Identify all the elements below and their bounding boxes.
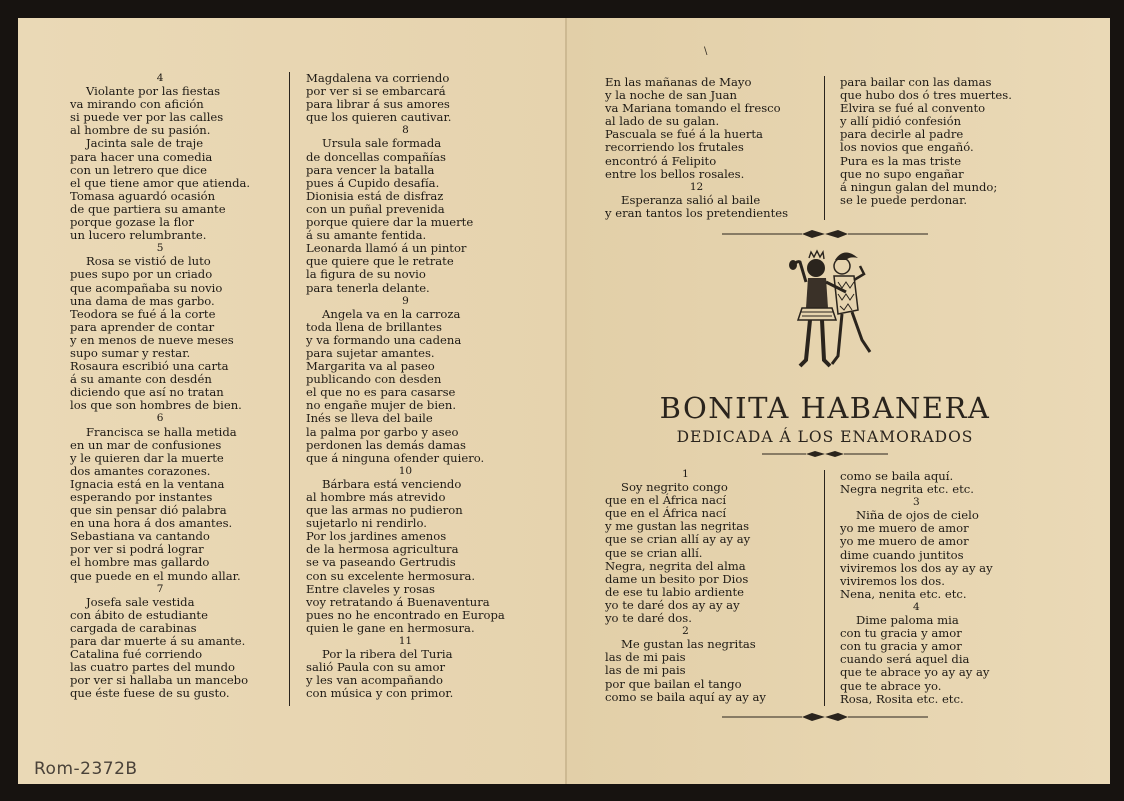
verse-line: yo me muero de amor: [840, 521, 969, 536]
verse-line: á su amante con desdén: [70, 372, 212, 387]
stanza-number: 4: [912, 600, 920, 613]
verse-line: que puede en el mundo allar.: [70, 568, 241, 583]
verse-line: sujetarlo ni rendirlo.: [306, 516, 427, 531]
verse-line: Dime paloma mia: [856, 613, 959, 628]
verse-line: para hacer una comedia: [70, 149, 213, 164]
verse-line: el que tiene amor que atienda.: [70, 175, 251, 190]
verse-line: las cuatro partes del mundo: [70, 660, 236, 675]
verse-line: se va paseando Gertrudis: [306, 555, 456, 570]
verse-line: Jacinta sale de traje: [86, 136, 204, 151]
verse-line: al hombre más atrevido: [306, 490, 446, 504]
verse-line: Nena, nenita etc. etc.: [840, 586, 967, 601]
verse-line: Elvira se fué al convento: [840, 101, 986, 116]
verse-line: el que no es para casarse: [306, 385, 456, 400]
verse-line: con un letrero que dice: [70, 162, 208, 177]
verse-line: dame un besito por Dios: [605, 571, 749, 586]
song-column-left: [605, 468, 766, 704]
verse-line: Dionisia está de disfraz: [306, 188, 444, 203]
verse-line: que hubo dos ó tres muertes.: [840, 88, 1012, 103]
verse-line: las de mi pais: [605, 650, 686, 665]
page-subtitle: DEDICADA Á LOS ENAMORADOS: [676, 428, 974, 446]
verse-column-4: [840, 76, 1012, 207]
verse-line: dime cuando juntitos: [840, 547, 964, 562]
stanza-number: 8: [402, 124, 409, 137]
stanza-number: 10: [398, 464, 413, 477]
page-fold: [565, 18, 567, 784]
verse-line: Ursula sale formada: [322, 136, 442, 151]
verse-line: que los quieren cautivar.: [306, 110, 452, 125]
verse-line: Pura es la mas triste: [840, 153, 962, 168]
verse-line: á ningun galan del mundo;: [840, 179, 998, 194]
verse-line: con su excelente hermosura.: [306, 568, 476, 583]
verse-line: recorriendo los frutales: [605, 140, 744, 155]
verse-line: Teodora se fué á la corte: [70, 306, 216, 321]
verse-line: cargada de carabinas: [70, 620, 197, 635]
verse-line: Francisca se halla metida: [86, 424, 237, 439]
verse-line: Sebastiana va cantando: [70, 529, 210, 544]
verse-line: Soy negrito congo: [621, 480, 728, 495]
dancing-couple-illustration: [780, 248, 880, 384]
verse-line: Angela va en la carroza: [322, 306, 461, 321]
stanza-number: 1: [682, 468, 689, 480]
verse-line: de doncellas compañías: [306, 149, 446, 164]
verse-line: para sujetar amantes.: [306, 345, 435, 360]
stanza-number: 9: [402, 294, 409, 307]
verse-line: y la noche de san Juan: [605, 88, 737, 103]
verse-line: Por los jardines amenos: [306, 529, 447, 544]
verse-line: en un mar de confusiones: [70, 437, 222, 452]
verse-line: toda llena de brillantes: [306, 319, 442, 334]
verse-line: que se crian allí ay ay ay: [605, 532, 751, 547]
verse-line: supo sumar y restar.: [70, 345, 191, 360]
verse-line: Margarita va al paseo: [306, 359, 435, 374]
verse-line: de la hermosa agricultura: [306, 542, 459, 557]
verse-line: publicando con desden: [306, 372, 442, 387]
verse-line: va Mariana tomando el fresco: [605, 101, 781, 116]
verse-line: Rosaura escribió una carta: [70, 359, 229, 374]
verse-line: para dar muerte á su amante.: [70, 634, 246, 649]
verse-line: cuando será aquel dia: [840, 652, 970, 667]
verse-line: encontró á Felipito: [605, 153, 717, 168]
stanza-number: 4: [156, 72, 164, 84]
verse-line: porque quiere dar la muerte: [306, 215, 474, 230]
verse-line: va mirando con afición: [70, 97, 204, 112]
verse-line: Esperanza salió al baile: [621, 192, 761, 207]
verse-column-2: [306, 72, 505, 701]
verse-line: que no supo engañar: [840, 166, 964, 181]
stanza-number: 3: [912, 496, 920, 509]
verse-line: en una hora á dos amantes.: [70, 516, 233, 531]
verse-line: de que partiera su amante: [70, 201, 226, 216]
verse-line: para aprender de contar: [70, 319, 215, 334]
verse-line: Inés se lleva del baile: [306, 411, 433, 426]
verse-line: al hombre de su pasión.: [70, 123, 211, 138]
stanza-number: 12: [689, 180, 704, 193]
verse-line: con tu gracia y amor: [840, 626, 962, 641]
verse-line: por ver si se embarcará: [306, 84, 446, 99]
verse-line: viviremos los dos.: [840, 573, 945, 588]
verse-line: que las armas no pudieron: [306, 503, 463, 518]
verse-line: salió Paula con su amor: [306, 660, 446, 675]
verse-line: no engañe mujer de bien.: [306, 398, 457, 413]
catalog-mark: Rom-2372B: [34, 759, 138, 779]
verse-line: que se crian allí.: [605, 545, 703, 560]
verse-line: Leonarda llamó á un pintor: [306, 241, 467, 256]
verse-line: porque gozase la flor: [70, 215, 194, 230]
verse-line: á su amante fentida.: [306, 228, 427, 243]
verse-line: dos amantes corazones.: [70, 463, 211, 478]
verse-line: como se baila aquí ay ay ay: [605, 689, 766, 704]
stanza-number: 11: [398, 635, 413, 648]
verse-line: y le quieren dar la muerte: [70, 450, 224, 465]
verse-line: Bárbara está venciendo: [322, 476, 462, 491]
ornament-top: [722, 229, 928, 239]
verse-line: se le puede perdonar.: [840, 192, 968, 207]
verse-line: que en el África nací: [605, 506, 727, 521]
verse-line: y me gustan las negritas: [605, 519, 750, 534]
verse-line: quien le gane en hermosura.: [306, 620, 475, 635]
verse-line: Niña de ojos de cielo: [856, 508, 979, 523]
verse-line: al lado de su galan.: [605, 114, 720, 129]
verse-line: y eran tantos los pretendientes: [605, 205, 789, 220]
verse-line: para bailar con las damas: [840, 75, 992, 89]
verse-line: Tomasa aguardó ocasión: [70, 188, 216, 203]
verse-line: que éste fuese de su gusto.: [70, 686, 230, 701]
verse-column-3: [605, 76, 788, 220]
verse-line: yo me muero de amor: [840, 534, 969, 549]
verse-line: que te abrace yo.: [840, 678, 942, 693]
song-column-right: [840, 470, 993, 706]
verse-line: En las mañanas de Mayo: [605, 75, 752, 89]
verse-line: pues á Cupido desafía.: [306, 175, 440, 190]
column-rule-bottom: [824, 470, 825, 706]
verse-line: yo te daré dos.: [605, 611, 692, 626]
column-rule-left: [289, 72, 290, 706]
verse-line: perdonen las demás damas: [306, 437, 466, 452]
verse-line: de ese tu labio ardiente: [605, 584, 744, 599]
verse-line: Por la ribera del Turia: [322, 647, 453, 662]
verse-line: la palma por garbo y aseo: [306, 424, 459, 439]
verse-line: viviremos los dos ay ay ay: [840, 560, 993, 575]
verse-line: si puede ver por las calles: [70, 110, 224, 125]
verse-line: para librar á sus amores: [306, 97, 450, 112]
verse-line: con un puñal prevenida: [306, 201, 445, 216]
verse-line: esperando por instantes: [70, 490, 213, 504]
verse-line: pues no he encontrado en Europa: [306, 607, 505, 622]
stanza-number: 5: [156, 242, 164, 255]
verse-line: los que son hombres de bien.: [70, 398, 242, 413]
verse-line: Rosa se vistió de luto: [86, 254, 211, 269]
verse-line: un lucero relumbrante.: [70, 228, 207, 243]
verse-line: Rosa, Rosita etc. etc.: [840, 691, 964, 706]
verse-line: con tu gracia y amor: [840, 639, 962, 654]
verse-column-1: [70, 72, 250, 701]
verse-line: la figura de su novio: [306, 267, 426, 282]
verse-line: para tenerla delante.: [306, 280, 430, 295]
verse-line: el hombre mas gallardo: [70, 555, 210, 570]
verse-line: y les van acompañando: [306, 673, 444, 688]
verse-line: que á ninguna ofender quiero.: [306, 450, 485, 465]
ornament-bottom: [722, 712, 928, 722]
verse-line: yo te daré dos ay ay ay: [605, 597, 740, 612]
verse-line: los novios que engañó.: [840, 140, 974, 155]
verse-line: con música y con primor.: [306, 686, 454, 701]
verse-line: Catalina fué corriendo: [70, 647, 203, 662]
verse-line: una dama de mas garbo.: [70, 293, 215, 308]
verse-line: Pascuala se fué á la huerta: [605, 127, 763, 142]
page-title: BONITA HABANERA: [659, 391, 991, 425]
verse-line: entre los bellos rosales.: [605, 166, 745, 181]
verse-line: Violante por las fiestas: [86, 84, 221, 99]
ornament-subtitle: [762, 449, 888, 459]
verse-line: Josefa sale vestida: [86, 594, 195, 609]
verse-line: como se baila aquí.: [840, 469, 954, 483]
verse-line: por ver si hallaba un mancebo: [70, 673, 249, 688]
verse-line: que en el África nací: [605, 493, 727, 508]
verse-line: que te abrace yo ay ay ay: [840, 665, 990, 680]
verse-line: por ver si podrá lograr: [70, 542, 204, 557]
verse-line: que quiere que le retrate: [306, 254, 454, 269]
column-rule-top: [824, 76, 825, 220]
verse-line: y en menos de nueve meses: [70, 332, 234, 347]
verse-line: por que bailan el tango: [605, 676, 742, 691]
verse-line: voy retratando á Buenaventura: [306, 594, 490, 609]
stanza-number: 7: [156, 582, 164, 595]
verse-line: que sin pensar dió palabra: [70, 503, 227, 518]
tick-mark: \: [704, 46, 708, 57]
verse-line: Magdalena va corriendo: [306, 71, 450, 85]
verse-line: con ábito de estudiante: [70, 607, 208, 622]
verse-line: pues supo por un criado: [70, 267, 213, 282]
verse-line: las de mi pais: [605, 663, 686, 678]
verse-line: Negra negrita etc. etc.: [840, 482, 974, 497]
verse-line: Me gustan las negritas: [621, 637, 756, 652]
verse-line: para decirle al padre: [840, 127, 964, 142]
verse-line: para vencer la batalla: [306, 162, 435, 177]
verse-line: y va formando una cadena: [306, 332, 462, 347]
verse-line: Ignacia está en la ventana: [70, 476, 225, 491]
verse-line: Negra, negrita del alma: [605, 558, 746, 573]
verse-line: Entre claveles y rosas: [306, 581, 435, 596]
stanza-number: 2: [682, 625, 689, 638]
verse-line: y allí pidió confesión: [840, 114, 962, 129]
stanza-number: 6: [156, 412, 164, 425]
verse-line: que acompañaba su novio: [70, 280, 223, 295]
verse-line: diciendo que así no tratan: [70, 385, 224, 400]
